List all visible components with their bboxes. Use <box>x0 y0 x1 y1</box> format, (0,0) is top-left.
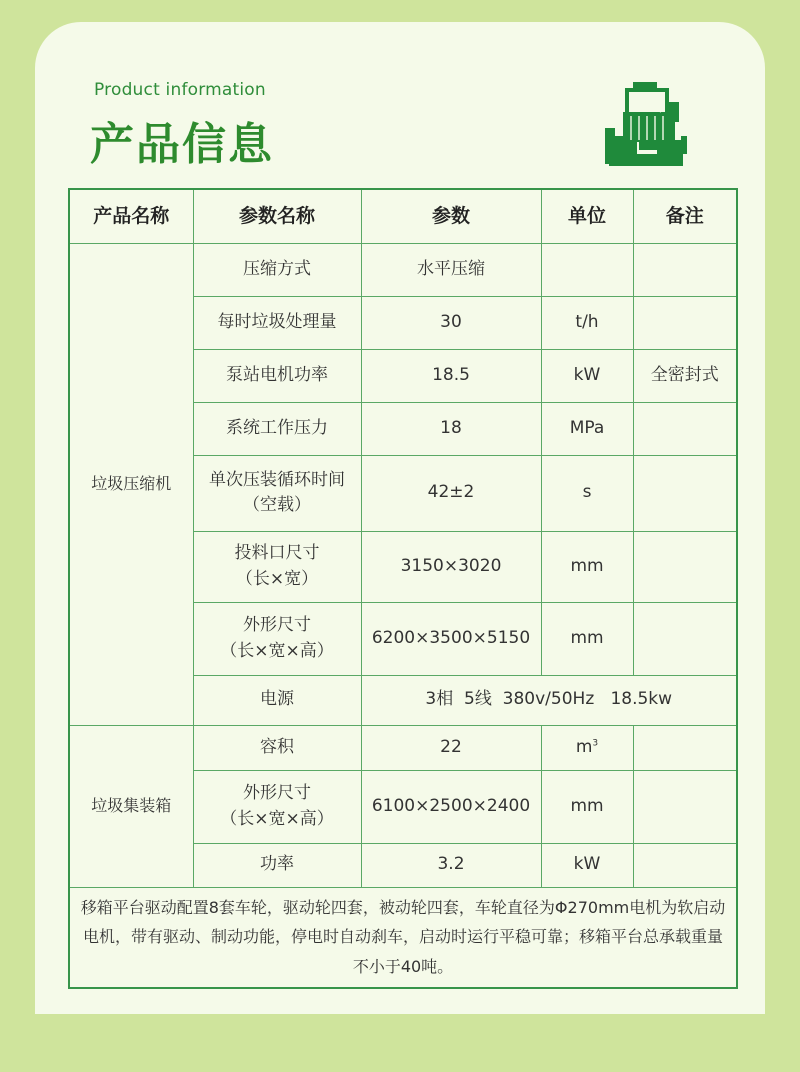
unit-superscript: 3 <box>592 738 599 749</box>
param-unit <box>541 243 633 296</box>
spec-table <box>68 188 738 989</box>
param-name-line2: （空载） <box>243 495 311 515</box>
param-value: 22 <box>361 725 541 770</box>
param-unit: mm <box>541 602 633 675</box>
param-value: 水平压缩 <box>361 243 541 296</box>
product-name-compactor: 垃圾压缩机 <box>69 243 193 725</box>
power-supply-value: 3相 5线 380v/50Hz 18.5kw <box>361 675 737 725</box>
param-remark <box>633 770 737 843</box>
param-unit: s <box>541 455 633 531</box>
param-unit: t/h <box>541 296 633 349</box>
header-param-value: 参数 <box>361 189 541 243</box>
param-value: 42±2 <box>361 455 541 531</box>
header-unit: 单位 <box>541 189 633 243</box>
param-value: 6100×2500×2400 <box>361 770 541 843</box>
table-row <box>69 725 737 770</box>
param-value: 18 <box>361 402 541 455</box>
param-remark <box>633 531 737 602</box>
param-remark <box>633 725 737 770</box>
header-product-name: 产品名称 <box>69 189 193 243</box>
footnote-row <box>69 887 737 988</box>
param-name: 泵站电机功率 <box>193 349 361 402</box>
param-name-line1: 投料口尺寸 <box>234 543 320 563</box>
param-unit: kW <box>541 349 633 402</box>
param-value: 3150×3020 <box>361 531 541 602</box>
param-unit: mm <box>541 531 633 602</box>
param-value: 3.2 <box>361 843 541 887</box>
param-name: 功率 <box>193 843 361 887</box>
param-name-line1: 单次压装循环时间 <box>209 469 345 490</box>
param-name: 每时垃圾处理量 <box>193 296 361 349</box>
param-remark <box>633 402 737 455</box>
param-value: 30 <box>361 296 541 349</box>
param-unit: mm <box>541 770 633 843</box>
param-name: 系统工作压力 <box>193 402 361 455</box>
param-value: 6200×3500×5150 <box>361 602 541 675</box>
param-unit: kW <box>541 843 633 887</box>
table-row <box>69 243 737 296</box>
param-name <box>193 531 361 602</box>
param-name <box>193 602 361 675</box>
compactor-machine-icon <box>603 78 689 170</box>
param-remark <box>633 455 737 531</box>
param-remark <box>633 843 737 887</box>
section-title: 产品信息 <box>90 119 274 170</box>
param-name: 压缩方式 <box>193 243 361 296</box>
product-name-container: 垃圾集装箱 <box>69 725 193 887</box>
header-remark: 备注 <box>633 189 737 243</box>
param-name: 电源 <box>193 675 361 725</box>
header-param-name: 参数名称 <box>193 189 361 243</box>
param-name-line2: （长×宽×高） <box>220 640 334 661</box>
param-unit: MPa <box>541 402 633 455</box>
param-remark <box>633 602 737 675</box>
param-remark: 全密封式 <box>633 349 737 402</box>
param-unit <box>541 725 633 770</box>
param-name-line1: 外形尺寸 <box>243 615 311 635</box>
param-value: 18.5 <box>361 349 541 402</box>
param-name <box>193 455 361 531</box>
param-name <box>193 770 361 843</box>
param-remark <box>633 296 737 349</box>
param-remark <box>633 243 737 296</box>
footnote: 移箱平台驱动配置8套车轮，驱动轮四套，被动轮四套，车轮直径为Φ270mm电机为软启动电机，带有驱动、制动功能，停电时自动刹车，启动时运行平稳可靠；移箱平台总承载重量不小于40吨。 <box>69 887 737 988</box>
param-name-line2: （长×宽） <box>235 568 319 589</box>
header-row <box>69 189 737 243</box>
param-name-line2: （长×宽×高） <box>220 808 334 829</box>
param-name-line1: 外形尺寸 <box>243 783 311 803</box>
unit-base: m <box>575 736 593 757</box>
section-subtitle: Product information <box>94 80 266 100</box>
param-name: 容积 <box>193 725 361 770</box>
